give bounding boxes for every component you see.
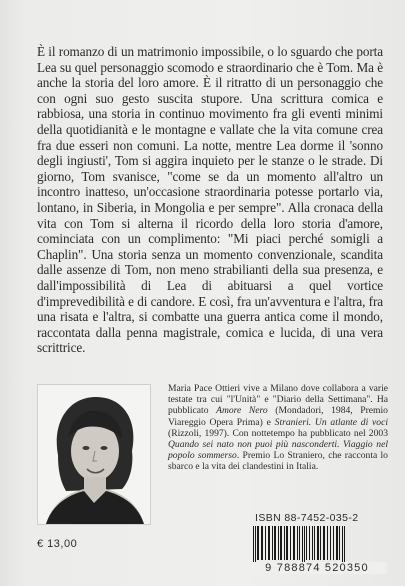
author-portrait-image [38, 385, 150, 524]
bio-title-1: Amore Nero [216, 405, 268, 417]
barcode-bar [312, 526, 313, 560]
barcode-bar [306, 526, 307, 560]
barcode-bar [344, 526, 345, 564]
author-photo [37, 384, 151, 525]
barcode-bar [278, 526, 279, 560]
barcode-bar [327, 526, 328, 560]
author-bio [168, 383, 388, 473]
barcode-bar [257, 526, 259, 560]
barcode-bar [299, 526, 300, 560]
barcode-bar [261, 526, 263, 560]
bio-title-3: Quando sei nato non puoi più nasconderti. Viaggio nel popolo sommerso [168, 439, 388, 462]
barcode-bar [268, 526, 270, 560]
barcode-bar [290, 526, 291, 560]
barcode-bars [247, 526, 387, 564]
blurb-text: È il romanzo di un matrimonio impossibile, o lo sguardo che porta Lea su quel personaggio scomodo e straordinario che è Tom. Ma è anche la storia del loro amore. È il ritratto di un personaggio che con ogni suo gesto suscita stupore. Una scrittura comica e rabbiosa, una storia in continuo movimento fra gli eventi minimi della quotidianità e le montagne e vallate che la vita comune crea fra due esseri non comuni. La notte, mentre Lea dorme il 'sonno degli ingiusti', Tom si aggira inquieto per le stanze o le strade. Di giorno, Tom svanisce, "come se da un momento all'altro un incontro inatteso, un'occasione straordinaria potesse portarlo via, lontano, in Siberia, in Mongolia e per sempre". Alla cronaca della vita con Tom si alterna il ricordo della loro storia d'amore, cominciata con un complimento: "Mi piaci perché somigli a Chaplin". Una storia senza un momento convenzionale, scandita dalle assenze di Tom, non meno strabilianti della sua presenza, e dall'impossibilità di Lea di abituarsi a quel vortice d'imprevedibilità e di candore. E così, fra un'avventura e l'altra, fra una risata e l'altra, si combatte una guerra antica come il mondo, raccontata dalla penna magistrale, comica e lucida, di una vera scrittrice. [37, 44, 383, 356]
barcode-bar [320, 526, 321, 560]
barcode-bar [286, 526, 288, 560]
barcode-bar [280, 526, 282, 560]
book-blurb [37, 44, 383, 356]
barcode-bar [304, 526, 305, 564]
bio-title-2: Stranieri. Un atlante di voci [274, 416, 389, 428]
barcode-bar [302, 526, 303, 564]
barcode-bar [255, 526, 256, 564]
barcode-bar [336, 526, 338, 560]
barcode-digits: 9 788874 520350 [247, 562, 387, 574]
barcode-bar [330, 526, 331, 560]
isbn-label: ISBN 88-7452-035-2 [255, 512, 359, 524]
barcode-bar [317, 526, 319, 560]
bio-text-1: Maria Pace Ottieri vive a Milano dove collabora a varie testate tra cui "l'Unità" e "Diario della Settimana". Ha pubblicato [168, 383, 388, 417]
barcode-bar [314, 526, 315, 560]
bio-text-4: . Premio Lo Straniero, che racconta lo sbarco e la vita dei clandestini in Italia. [168, 450, 388, 473]
barcode-bar [297, 526, 298, 560]
barcode-bar [265, 526, 266, 560]
bio-text-2: (Mondadori, 1984, Premio Viareggio Opera Prima) e [168, 405, 388, 428]
bio-text-3: (Rizzoli, 1997). Con nottetempo ha pubblicato nel 2003 [168, 427, 388, 439]
barcode-bar [333, 526, 334, 560]
barcode-bar [339, 526, 340, 560]
barcode-bar [253, 526, 254, 564]
barcode-bar [272, 526, 273, 560]
barcode-bar [309, 526, 310, 560]
price-label: € 13,00 [37, 538, 78, 550]
barcode-bar [284, 526, 285, 560]
barcode-bar [323, 526, 325, 560]
barcode-bar [274, 526, 276, 560]
barcode-bar [342, 526, 343, 564]
barcode-bar [293, 526, 295, 560]
